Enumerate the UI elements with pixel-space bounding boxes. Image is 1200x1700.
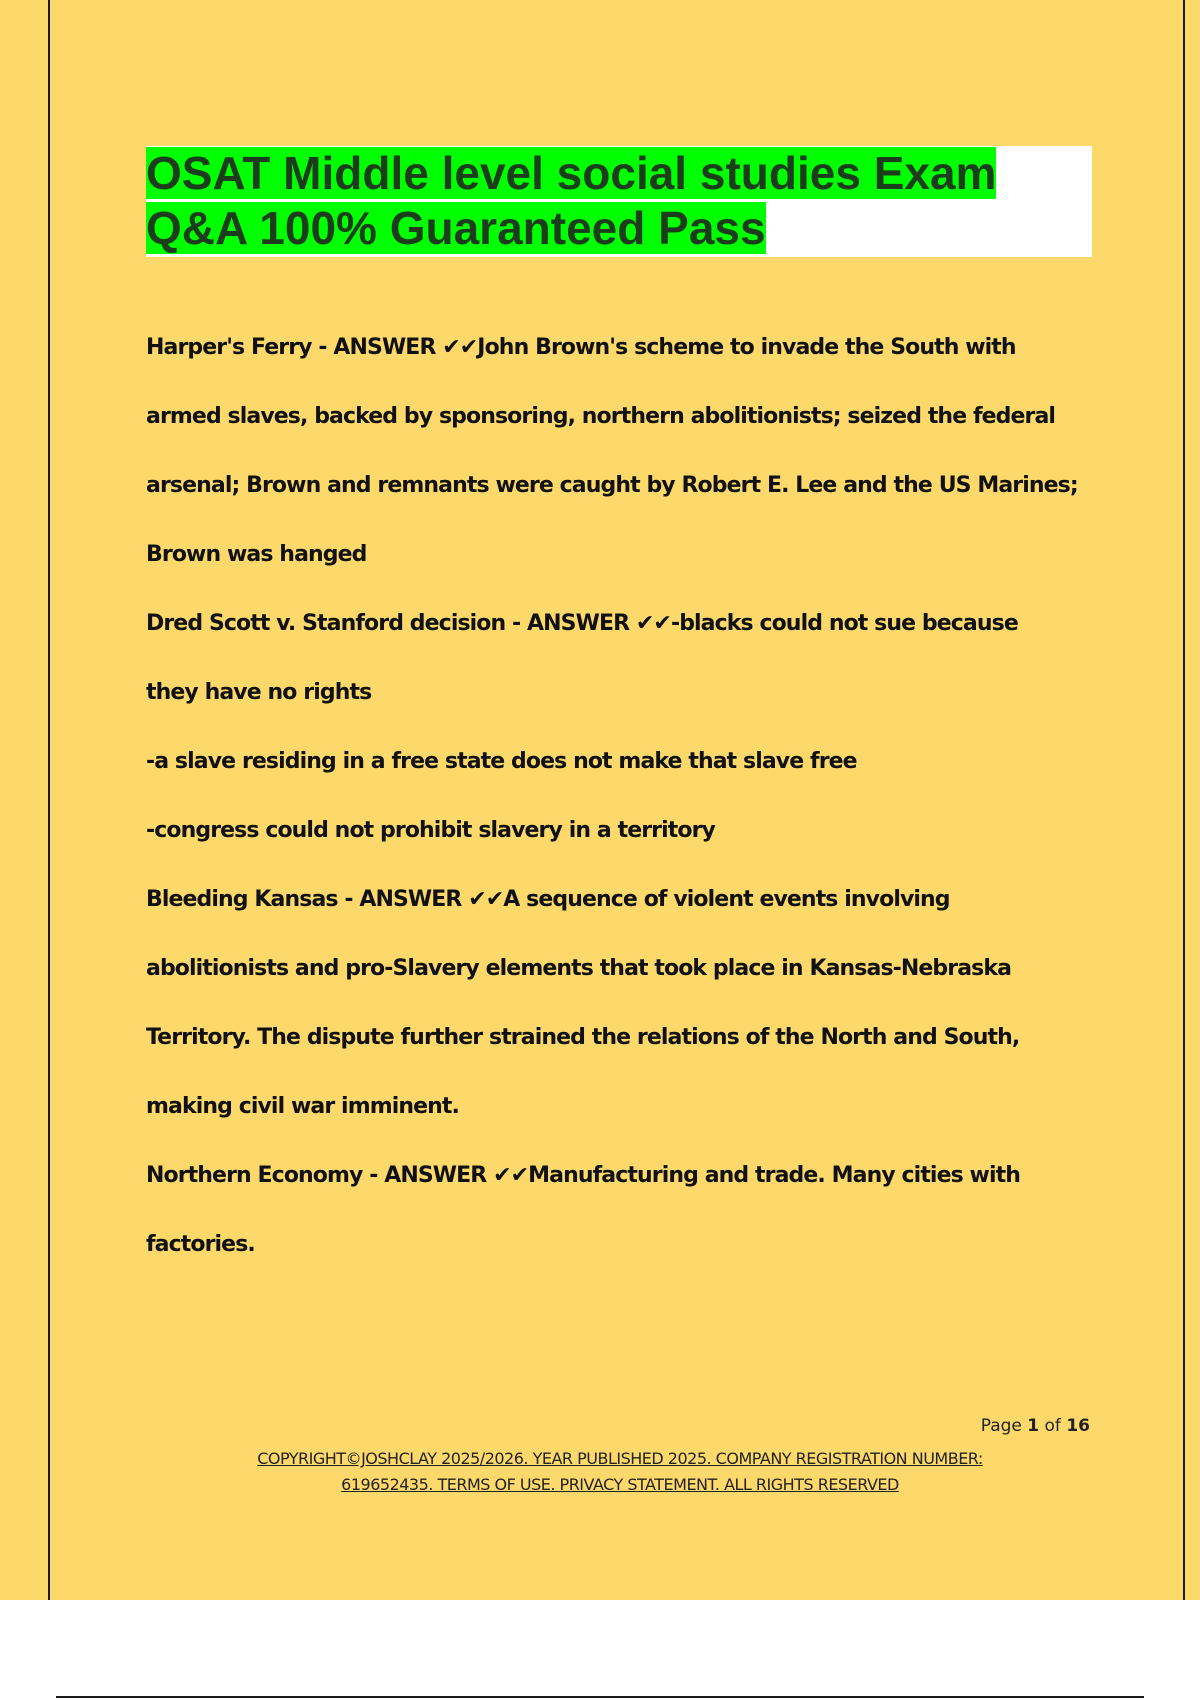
page-total: 16 — [1066, 1416, 1090, 1436]
text-line: abolitionists and pro-Slavery elements that took place in Kansas-Nebraska — [146, 956, 1012, 981]
copyright-notice — [160, 1446, 1080, 1498]
title-line-2: Q&A 100% Guaranteed Pass — [146, 202, 766, 254]
text-line: factories. — [146, 1232, 255, 1257]
text-line: Harper's Ferry - ANSWER ✔✔John Brown's scheme to invade the South with — [146, 335, 1016, 360]
page-number — [850, 1416, 1090, 1436]
title-line-1: OSAT Middle level social studies Exam — [146, 147, 997, 199]
text-line: -a slave residing in a free state does not make that slave free — [146, 749, 857, 774]
copyright-line-1: COPYRIGHT©JOSHCLAY 2025/2026. YEAR PUBLISHED 2025. COMPANY REGISTRATION NUMBER: — [257, 1449, 983, 1468]
page-current: 1 — [1027, 1416, 1040, 1436]
text-line: arsenal; Brown and remnants were caught by Robert E. Lee and the US Marines; — [146, 473, 1078, 498]
copyright-line-2: 619652435. TERMS OF USE. PRIVACY STATEMENT. ALL RIGHTS RESERVED — [341, 1475, 899, 1494]
page-of: of — [1044, 1416, 1061, 1436]
text-line: they have no rights — [146, 680, 372, 705]
page-border-right — [1183, 0, 1185, 1600]
text-line: Territory. The dispute further strained the relations of the North and South, — [146, 1025, 1020, 1050]
text-line: -congress could not prohibit slavery in a territory — [146, 818, 715, 843]
text-line: Bleeding Kansas - ANSWER ✔✔A sequence of violent events involving — [146, 887, 950, 912]
text-line: making civil war imminent. — [146, 1094, 460, 1119]
title-box — [146, 146, 1092, 257]
text-line: Brown was hanged — [146, 542, 367, 567]
document-title — [146, 146, 1092, 256]
page-border-left — [48, 0, 50, 1600]
text-line: Dred Scott v. Stanford decision - ANSWER ✔✔-blacks could not sue because — [146, 611, 1018, 636]
bottom-divider — [56, 1696, 1144, 1698]
qa-content — [146, 323, 1106, 1289]
page-label: Page — [980, 1416, 1022, 1436]
text-line: Northern Economy - ANSWER ✔✔Manufacturing and trade. Many cities with — [146, 1163, 1020, 1188]
text-line: armed slaves, backed by sponsoring, northern abolitionists; seized the federal — [146, 404, 1056, 429]
